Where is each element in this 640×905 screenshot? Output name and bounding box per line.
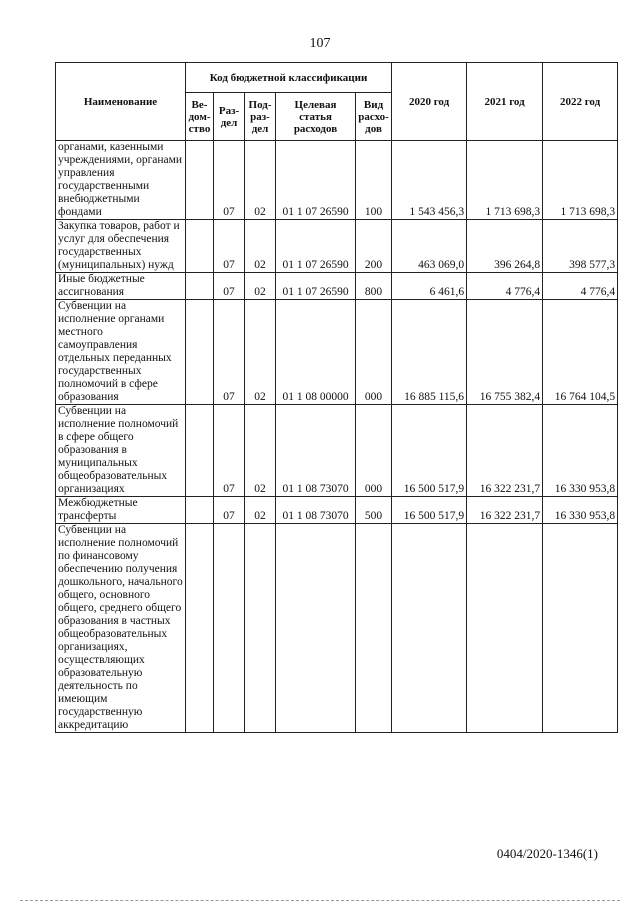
row-2020: 6 461,6 bbox=[392, 273, 467, 300]
table-row bbox=[56, 405, 618, 497]
row-2020: 16 885 115,6 bbox=[392, 300, 467, 405]
header-razdel: Раз- дел bbox=[214, 93, 245, 141]
table-row bbox=[56, 300, 618, 405]
row-cel-statya: 01 1 07 26590 bbox=[276, 220, 356, 273]
document-code: 0404/2020-1346(1) bbox=[496, 846, 598, 861]
row-ved bbox=[186, 524, 214, 733]
row-razdel: 07 bbox=[214, 273, 245, 300]
row-vid-rashodov: 200 bbox=[356, 220, 392, 273]
scan-edge-divider bbox=[20, 900, 620, 903]
row-2021: 1 713 698,3 bbox=[467, 141, 543, 220]
row-ved bbox=[186, 300, 214, 405]
table-row bbox=[56, 220, 618, 273]
row-2022: 16 330 953,8 bbox=[543, 497, 618, 524]
row-2021 bbox=[467, 524, 543, 733]
row-2021: 396 264,8 bbox=[467, 220, 543, 273]
row-ved bbox=[186, 405, 214, 497]
budget-table bbox=[55, 62, 618, 733]
row-razdel bbox=[214, 524, 245, 733]
row-ved bbox=[186, 220, 214, 273]
row-2022: 1 713 698,3 bbox=[543, 141, 618, 220]
header-name: Наименование bbox=[56, 63, 186, 141]
row-2021: 16 322 231,7 bbox=[467, 405, 543, 497]
row-2022 bbox=[543, 524, 618, 733]
row-ved bbox=[186, 497, 214, 524]
row-ved bbox=[186, 141, 214, 220]
header-2020: 2020 год bbox=[392, 63, 467, 141]
row-name: Закупка товаров, работ и услуг для обеспечения государственных (муниципальных) нужд bbox=[56, 220, 186, 273]
row-cel-statya: 01 1 07 26590 bbox=[276, 273, 356, 300]
row-ved bbox=[186, 273, 214, 300]
row-name: органами, казенными учреждениями, органами управления государственными внебюджетными фондами bbox=[56, 141, 186, 220]
row-name: Субвенции на исполнение полномочий в сфере общего образования в муниципальных общеобразовательных организациях bbox=[56, 405, 186, 497]
row-podrazdel bbox=[245, 524, 276, 733]
table-row bbox=[56, 497, 618, 524]
row-podrazdel: 02 bbox=[245, 273, 276, 300]
row-razdel: 07 bbox=[214, 220, 245, 273]
row-2020: 463 069,0 bbox=[392, 220, 467, 273]
row-cel-statya: 01 1 08 00000 bbox=[276, 300, 356, 405]
row-cel-statya: 01 1 07 26590 bbox=[276, 141, 356, 220]
row-2021: 16 322 231,7 bbox=[467, 497, 543, 524]
row-podrazdel: 02 bbox=[245, 141, 276, 220]
row-name: Межбюджетные трансферты bbox=[56, 497, 186, 524]
row-name: Субвенции на исполнение полномочий по финансовому обеспечению получения дошкольного, начального общего, основного общего, среднего общего образования в частных общеобразовательных организациях, осуществляющих образовательную деятельность по имеющим государственную аккредитацию bbox=[56, 524, 186, 733]
row-2020: 16 500 517,9 bbox=[392, 405, 467, 497]
row-podrazdel: 02 bbox=[245, 405, 276, 497]
table-row bbox=[56, 524, 618, 733]
table-row bbox=[56, 141, 618, 220]
row-2022: 398 577,3 bbox=[543, 220, 618, 273]
row-name: Субвенции на исполнение органами местного самоуправления отдельных переданных государственных полномочий в сфере образования bbox=[56, 300, 186, 405]
row-2021: 4 776,4 bbox=[467, 273, 543, 300]
row-2022: 16 764 104,5 bbox=[543, 300, 618, 405]
row-vid-rashodov: 100 bbox=[356, 141, 392, 220]
row-cel-statya: 01 1 08 73070 bbox=[276, 497, 356, 524]
page-number: 107 bbox=[309, 36, 331, 51]
row-cel-statya: 01 1 08 73070 bbox=[276, 405, 356, 497]
header-budget-classification: Код бюджетной классификации bbox=[186, 63, 392, 93]
row-2020: 16 500 517,9 bbox=[392, 497, 467, 524]
header-cel-statya: Целевая статья расходов bbox=[276, 93, 356, 141]
header-podrazdel: Под- раз- дел bbox=[245, 93, 276, 141]
row-razdel: 07 bbox=[214, 405, 245, 497]
row-2021: 16 755 382,4 bbox=[467, 300, 543, 405]
header-vid-rashodov: Вид расхо- дов bbox=[356, 93, 392, 141]
row-vid-rashodov: 500 bbox=[356, 497, 392, 524]
row-vid-rashodov: 800 bbox=[356, 273, 392, 300]
header-2022: 2022 год bbox=[543, 63, 618, 141]
row-razdel: 07 bbox=[214, 300, 245, 405]
row-2022: 4 776,4 bbox=[543, 273, 618, 300]
row-name: Иные бюджетные ассигнования bbox=[56, 273, 186, 300]
row-razdel: 07 bbox=[214, 497, 245, 524]
row-cel-statya bbox=[276, 524, 356, 733]
row-vid-rashodov: 000 bbox=[356, 300, 392, 405]
row-razdel: 07 bbox=[214, 141, 245, 220]
row-2020 bbox=[392, 524, 467, 733]
row-vid-rashodov bbox=[356, 524, 392, 733]
header-2021: 2021 год bbox=[467, 63, 543, 141]
header-vedomstvo: Ве- дом- ство bbox=[186, 93, 214, 141]
row-2020: 1 543 456,3 bbox=[392, 141, 467, 220]
row-podrazdel: 02 bbox=[245, 497, 276, 524]
row-podrazdel: 02 bbox=[245, 300, 276, 405]
row-vid-rashodov: 000 bbox=[356, 405, 392, 497]
row-podrazdel: 02 bbox=[245, 220, 276, 273]
table-row bbox=[56, 273, 618, 300]
row-2022: 16 330 953,8 bbox=[543, 405, 618, 497]
